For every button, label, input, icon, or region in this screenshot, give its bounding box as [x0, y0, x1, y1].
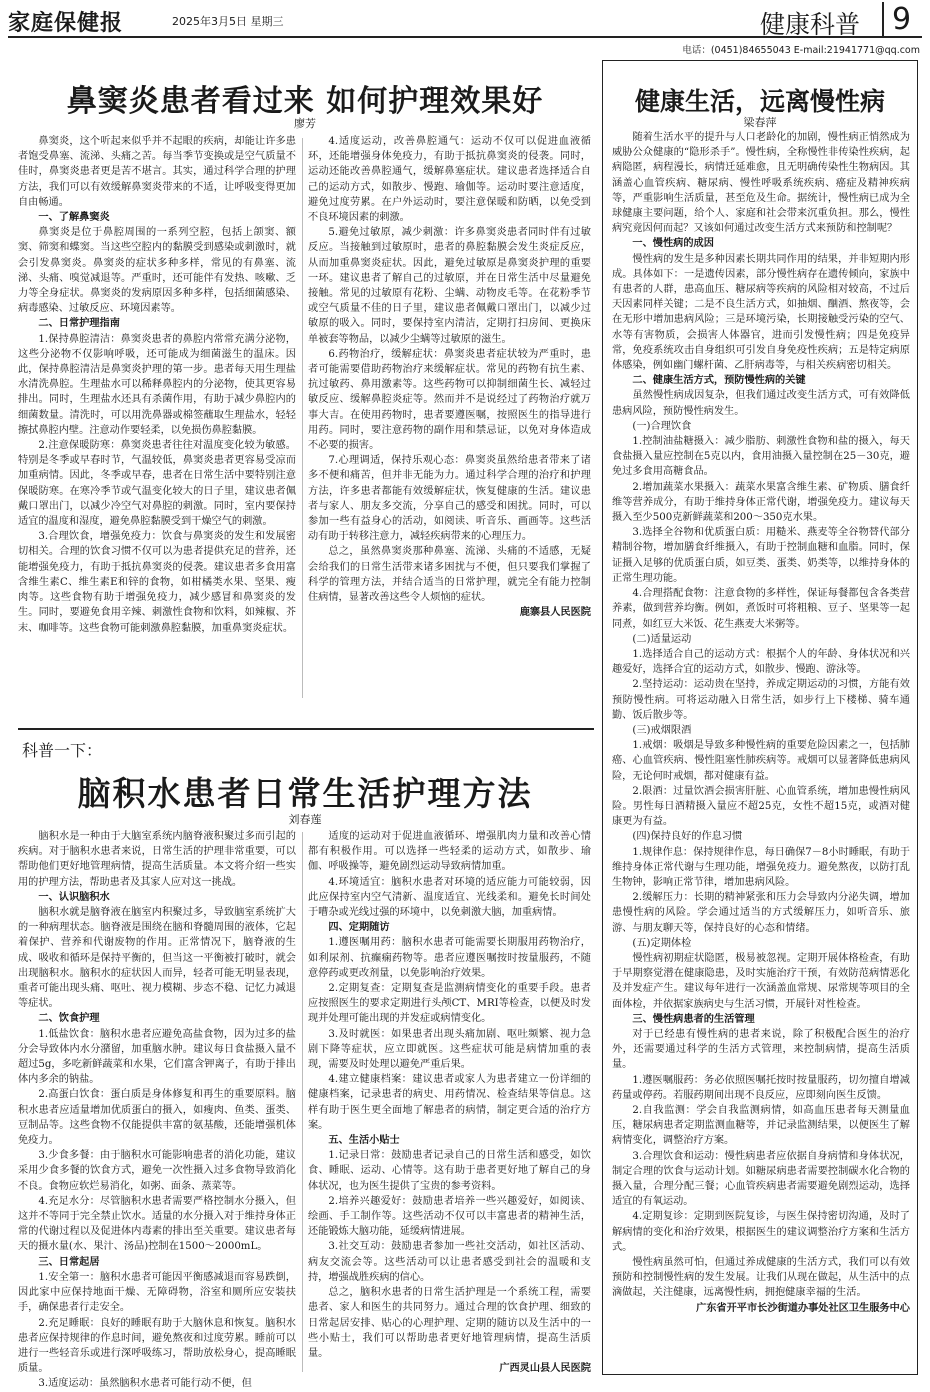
sub-heading: (五)定期体检 [632, 937, 692, 949]
paragraph: 1.安全第一：脑积水患者可能因平衡感减退而容易跌倒，因此家中应保持地面干燥、无障碍物，浴室和厕所应安装扶手，确保患者行走安全。 [18, 1271, 296, 1314]
paragraph: 总之，虽然鼻窦炎那种鼻塞、流涕、头痛的不适感，无疑会给我们的日常生活带来诸多困扰与不便，但只要我们掌握了科学的管理方法，并结合适当的日常护理，就完全有能力控制住病情，显著改善这些令人烦恼的症状。 [308, 546, 591, 604]
section-heading: 二、健康生活方式，预防慢性病的关键 [632, 374, 806, 387]
author-affiliation: 广东省开平市长沙街道办事处社区卫生服务中心 [696, 1302, 910, 1314]
page-number: 9 [882, 2, 911, 38]
paragraph: 4.定期复诊：定期到医院复诊，与医生保持密切沟通，及时了解病情的变化和治疗效果，根据医生的建议调整治疗方案和生活方式。 [612, 1211, 910, 1253]
paragraph: 鼻窦炎，这个听起来似乎并不起眼的疾病，却能让许多患者饱受鼻塞、流涕、头痛之苦。每当季节变换或是空气质量不佳时，鼻窦炎患者更是苦不堪言。其实，通过科学合理的护理方法，我们可以有效缓解鼻窦炎带来的不适，让呼吸变得更加自由畅通。 [18, 136, 296, 208]
sub-heading: (二)适量运动 [632, 633, 692, 645]
paragraph: 2.充足睡眠：良好的睡眠有助于大脑休息和恢复。脑积水患者应保持规律的作息时间，避免熬夜和过度劳累。睡前可以进行一些轻音乐或进行深呼吸练习，帮助放松身心，提高睡眠质量。 [18, 1317, 296, 1375]
paragraph: 1.低盐饮食：脑积水患者应避免高盐食物，因为过多的盐分会导致体内水分潴留，加重脑水肿。建议每日食盐摄入量不超过5g，多吃新鲜蔬菜和水果，它们富含钾离子，有助于排出体内多余的钠盐。 [18, 1028, 296, 1086]
sub-heading: (三)戒烟限酒 [632, 724, 692, 736]
paragraph: 2.注意保暖防寒：鼻窦炎患者往往对温度变化较为敏感。特别是冬季或早春时节，气温较低，鼻窦炎患者更容易受凉而加重病情。因此，冬季或早春，患者在日常生活中要特别注意保暖防寒。在寒冷季节或气温变化较大的日子里，建议患者佩戴口罩出门，以减少冷空气对鼻腔的刺激。同时，室内要保持适宜的温度和湿度，避免鼻腔黏膜受到干燥空气的刺激。 [18, 440, 296, 528]
section-heading: 二、饮食护理 [38, 1012, 100, 1025]
paragraph: 4.环境适宜：脑积水患者对环境的适应能力可能较弱，因此应保持室内空气清新、温度适宜、光线柔和。避免长时间处于嘈杂或光线过强的环境中，以免刺激大脑，加重病情。 [308, 876, 591, 919]
paragraph: 脑积水就是脑脊液在脑室内积聚过多，导致脑室系统扩大的一种病理状态。脑脊液是围绕在脑和脊髓周围的液体，它起着保护、营养和代谢废物的作用。正常情况下，脑脊液的生成、吸收和循环是保持平衡的，但当这一平衡被打破时，就会出现脑积水。脑积水的症状因人而异，轻者可能无明显表现，重者可能出现头痛、呕吐、视力模糊、步态不稳、记忆力减退等症状。 [18, 907, 296, 1010]
section-heading: 三、日常起居 [38, 1255, 100, 1268]
sub-heading: (一)合理饮食 [632, 420, 692, 432]
paragraph: 4.适度运动，改善鼻腔通气：运动不仅可以促进血液循环，还能增强身体免疫力，有助于抵抗鼻窦炎的侵袭。同时，运动还能改善鼻腔通气，缓解鼻塞症状。建议患者选择适合自己的运动方式，如散步、慢跑、瑜伽等。运动时要注意适度，避免过度劳累。在户外运动时，要注意保暖和防晒，以免受到不良环境因素的刺激。 [308, 136, 591, 224]
article-column-chronic-disease [612, 130, 910, 1368]
paragraph: 4.建立健康档案：建议患者或家人为患者建立一份详细的健康档案，记录患者的病史、用药情况、检查结果等信息。这样有助于医生更全面地了解患者的病情，制定更合适的治疗方案。 [308, 1074, 591, 1131]
paragraph: 1.规律作息：保持规律作息，每日确保7－8小时睡眠，有助于维持身体正常代谢与生理功能，增强免疫力。避免熬夜，以防打乱生物钟，影响正常节律，增加患病风险。 [612, 846, 910, 888]
section-heading: 三、慢性病患者的生活管理 [632, 1012, 755, 1025]
paragraph: 适度的运动对于促进血液循环、增强肌肉力量和改善心情都有积极作用。可以选择一些轻柔的运动方式，如散步、瑜伽、呼吸操等，避免剧烈运动导致病情加重。 [308, 831, 591, 873]
paragraph: 2.定期复查：定期复查是监测病情变化的重要手段。患者应按照医生的要求定期进行头颅CT、MRI等检查，以便及时发现并处理可能出现的并发症或病情变化。 [308, 983, 591, 1025]
section-heading: 四、定期随访 [328, 921, 390, 934]
author-affiliation: 广西灵山县人民医院 [499, 1363, 591, 1375]
article-column-sinusitis-2 [308, 134, 591, 702]
paragraph: 6.药物治疗，缓解症状：鼻窦炎患者症状较为严重时，患者可能需要借助药物治疗来缓解症状。常见的药物有抗生素、抗过敏药、鼻用激素等。这些药物可以抑制细菌生长、减轻过敏反应、缓解鼻腔炎症等。然而并不是说经过了药物治疗就万事大吉。在使用药物时，患者要遵医嘱，按照医生的指导进行用药。同时，要注意药物的副作用和禁忌证，以免对身体造成不必要的损害。 [308, 348, 591, 452]
article-column-hydrocephalus-1 [18, 829, 296, 1390]
column-divider [302, 138, 303, 698]
paragraph: 脑积水是一种由于大脑室系统内脑脊液积聚过多而引起的疾病。对于脑积水患者来说，日常生活的护理非常重要，可以帮助他们更好地管理病情，提高生活质量。本文将介绍一些实用的护理方法，帮助患者及其家人应对这一挑战。 [18, 831, 296, 888]
section-heading: 一、慢性病的成因 [632, 237, 714, 250]
article-title-hydrocephalus: 脑积水患者日常生活护理方法 [77, 774, 533, 813]
paragraph: 4.合理搭配食物：注意食物的多样性，保证每餐都包含各类营养素，做到营养均衡。例如，煮饭时可将粗粮、豆子、坚果等一起同煮，如红豆大米饭、花生燕麦大米粥等。 [612, 588, 910, 630]
paper-name: 家庭保健报 [8, 10, 124, 36]
section-heading: 五、生活小贴士 [328, 1134, 400, 1147]
article-column-sinusitis-1 [18, 134, 296, 702]
paragraph: 2.增加蔬菜水果摄入：蔬菜水果富含维生素、矿物质、膳食纤维等营养成分，有助于维持身体正常代谢，增强免疫力。建议每天摄入至少500克新鲜蔬菜和200～350克水果。 [612, 481, 910, 524]
article-kicker: 科普一下： [22, 741, 103, 760]
paragraph: 2.高蛋白饮食：蛋白质是身体修复和再生的重要原料。脑积水患者应适量增加优质蛋白的摄入，如瘦肉、鱼类、蛋类、豆制品等。这些食物不仅能提供丰富的氨基酸，还能增强机体免疫力。 [18, 1089, 296, 1147]
paragraph: 1.保持鼻腔清洁：鼻窦炎患者的鼻腔内常常充满分泌物，这些分泌物不仅影响呼吸，还可能成为细菌滋生的温床。因此，保持鼻腔清洁是鼻窦炎护理的第一步。患者每天用生理盐水清洗鼻腔。生理盐水可以稀释鼻腔内的分泌物，使其更容易排出。同时，生理盐水还具有杀菌作用，有助于减少鼻腔内的细菌数量。清洗时，可以用洗鼻器或棉签蘸取生理盐水，轻轻擦拭鼻腔内壁。注意动作要轻柔，以免损伤鼻腔黏膜。 [18, 333, 296, 436]
paragraph: 3.少食多餐：由于脑积水可能影响患者的消化功能，建议采用少食多餐的饮食方式，避免一次性摄入过多食物导致消化不良。食物应软烂易消化，如粥、面条、蒸菜等。 [18, 1150, 296, 1192]
paragraph: 3.合理饮食，增强免疫力：饮食与鼻窦炎的发生和发展密切相关。合理的饮食习惯不仅可以为患者提供充足的营养，还能增强免疫力，有助于抵抗鼻窦炎的侵袭。建议患者多食用富含维生素C、维生素E和锌的食物，如柑橘类水果、坚果、瘦肉等。这些食物有助于增强免疫力，减少感冒和鼻窦炎的发生。同时，要避免食用辛辣、刺激性食物和饮料，如辣椒、芥末、咖啡等。这些食物可能刺激鼻腔黏膜，加重鼻窦炎症状。 [18, 531, 296, 634]
paragraph: 慢性病初期症状隐匿，极易被忽视。定期开展体格检查，有助于早期察觉潜在健康隐患，及时实施治疗干预，有效防范病情恶化及并发症产生。建议每年进行一次涵盖血常规、尿常规等项目的全面体检，并依据家族病史与生活习惯，开展针对性检查。 [612, 952, 910, 1010]
article-title-chronic-disease: 健康生活，远离慢性病 [634, 87, 885, 116]
issue-date: 2025年3月5日 星期三 [172, 15, 284, 28]
paragraph: 1.记录日常：鼓励患者记录自己的日常生活和感受，如饮食、睡眠、运动、心情等。这有助于患者更好地了解自己的身体状况，也为医生提供了宝贵的参考资料。 [308, 1150, 591, 1192]
paragraph: 慢性病的发生是多种因素长期共同作用的结果，并非短期内形成。具体如下：一是遗传因素，部分慢性病存在遗传倾向，家族中有患者的人群，患高血压、糖尿病等疾病的风险相对较高，不过后天因素同样关键；二是不良生活方式，如抽烟、酗酒、熬夜等，会在无形中增加患病风险；三是环境污染，长期接触受污染的空气、水等有害物质，会损害人体器官，进而引发慢性病；四是免疫异常，免疫系统攻击自身组织可引发自身免疫性疾病；五是特定病原体感染，例如幽门螺杆菌、乙肝病毒等，与相关疾病密切相关。 [612, 253, 910, 372]
paragraph: 5.避免过敏原，减少刺激：许多鼻窦炎患者同时伴有过敏反应。当接触到过敏原时，患者的鼻腔黏膜会发生炎症反应，从而加重鼻窦炎症状。因此，避免过敏原是鼻窦炎护理的重要一环。建议患者了解自己的过敏原，并在日常生活中尽量避免接触。常见的过敏原有花粉、尘螨、动物皮毛等。在花粉季节或空气质量不佳的日子里，建议患者佩戴口罩出门，以减少过敏原的吸入。同时，要保持室内清洁，定期打扫房间、更换床单被套等物品，以减少尘螨等过敏原的滋生。 [308, 227, 591, 345]
paragraph: 随着生活水平的提升与人口老龄化的加剧，慢性病正悄然成为威胁公众健康的“隐形杀手”。慢性病，全称慢性非传染性疾病，起病隐匿，病程漫长，病情迁延难愈，且无明确传染性生物病因。其涵盖心血管疾病、糖尿病、慢性呼吸系统疾病、癌症及精神疾病等，严重影响生活质量，甚至危及生命。据统计，慢性病已成为全球健康主要问题，给个人、家庭和社会带来沉重负担。那么，慢性病究竟因何而起？又该如何通过改变生活方式来预防和控制呢？ [612, 132, 910, 235]
paragraph: 3.适度运动：虽然脑积水患者可能行动不便，但 [38, 1378, 252, 1390]
section-heading: 二、日常护理指南 [38, 317, 120, 330]
section-name: 健康科普 [760, 10, 861, 39]
paragraph: 慢性病虽然可怕，但通过养成健康的生活方式，我们可以有效预防和控制慢性病的发生发展。让我们从现在做起，从生活中的点滴做起，关注健康，远离慢性病，拥抱健康幸福的生活。 [612, 1257, 910, 1299]
paragraph: 3.社交互动：鼓励患者参加一些社交活动，如社区活动、病友交流会等。这些活动可以让患者感受到社会的温暖和支持，增强战胜疾病的信心。 [308, 1241, 591, 1283]
article-author-chronic-disease: 梁春萍 [743, 116, 777, 129]
sub-heading: (四)保持良好的作息习惯 [632, 831, 743, 843]
paragraph: 1.遵医嘱服药：务必依照医嘱托按时按量服药，切勿擅自增减药量或停药。若服药期间出现不良反应，应即刻向医生反馈。 [612, 1074, 910, 1101]
section-heading: 一、了解鼻窦炎 [38, 211, 110, 224]
paragraph: 鼻窦炎是位于鼻腔周围的一系列空腔，包括上颌窦、额窦、筛窦和蝶窦。当这些空腔内的黏膜受到感染或刺激时，就会引发鼻窦炎。鼻窦炎的症状多种多样，常见的有鼻塞、流涕、头痛、嗅觉减退等。严重时，还可能伴有发热、咳嗽、乏力等全身症状。鼻窦炎的发病原因多种多样，包括细菌感染、病毒感染、过敏反应、环境因素等。 [18, 227, 296, 315]
masthead [8, 4, 922, 38]
paragraph: 1.戒烟：吸烟是导致多种慢性病的重要危险因素之一，包括肺癌、心血管疾病、慢性阻塞性肺疾病等。戒烟可以显著降低患病风险，无论何时戒烟，都对健康有益。 [612, 740, 910, 782]
paragraph: 2.培养兴趣爱好：鼓励患者培养一些兴趣爱好，如阅读、绘画、手工制作等。这些活动不仅可以丰富患者的精神生活，还能锻炼大脑功能，延缓病情进展。 [308, 1195, 591, 1238]
paragraph: 3.合理饮食和运动：慢性病患者应依据自身病情和身体状况，制定合理的饮食与运动计划。如糖尿病患者需要控制碳水化合物的摄入量，合理分配三餐；心血管疾病患者需要避免剧烈运动，选择适宜的有氧运动。 [612, 1150, 910, 1208]
article-title-sinusitis: 鼻窦炎患者看过来 如何护理效果好 [66, 84, 544, 119]
paragraph: 1.选择适合自己的运动方式：根据个人的年龄、身体状况和兴趣爱好，选择合宜的运动方式，如散步、慢跑、游泳等。 [612, 648, 910, 676]
paragraph: 7.心理调适，保持乐观心态：鼻窦炎虽然给患者带来了诸多不便和痛苦，但并非无能为力。通过科学合理的治疗和护理方法，许多患者都能有效缓解症状，恢复健康的生活。建议患者与家人、朋友多交流，分享自己的感受和困扰。同时，可以参加一些有益身心的活动，如阅读、听音乐、画画等。这些活动有助于转移注意力，减轻疾病带来的心理压力。 [308, 455, 591, 543]
paragraph: 对于已经患有慢性病的患者来说，除了积极配合医生的治疗外，还需要通过科学的生活方式管理，来控制病情，提高生活质量。 [612, 1028, 910, 1071]
article-author-sinusitis: 廖芳 [294, 117, 316, 130]
paragraph: 1.控制油盐糖摄入：减少脂肪、刺激性食物和盐的摄入，每天食盐摄入量应控制在5克以内，食用油摄入量控制在25－30克，避免过多食用高糖食品。 [612, 436, 910, 478]
paragraph: 总之，脑积水患者的日常生活护理是一个系统工程，需要患者、家人和医生的共同努力。通过合理的饮食护理、细致的日常起居安排、贴心的心理护理、定期的随访以及生活中的一些小贴士，我们可以帮助患者更好地管理病情，提高生活质量。 [308, 1287, 591, 1359]
paragraph: 2.自我监测：学会自我监测病情，如高血压患者每天测量血压，糖尿病患者定期监测血糖等，并记录监测结果，以便医生了解病情变化，调整治疗方案。 [612, 1105, 910, 1147]
paragraph: 1.遵医嘱用药：脑积水患者可能需要长期服用药物治疗，如利尿剂、抗癫痫药物等。患者应遵医嘱按时按量服药，不随意停药或更改剂量，以免影响治疗效果。 [308, 937, 591, 979]
paragraph: 虽然慢性病成因复杂，但我们通过改变生活方式，可有效降低患病风险，预防慢性病发生。 [612, 390, 910, 417]
paragraph: 3.及时就医：如果患者出现头痛加剧、呕吐频繁、视力急剧下降等症状，应立即就医。这些症状可能是病情加重的表现，需要及时处理以避免严重后果。 [308, 1028, 591, 1071]
author-affiliation: 鹿寨县人民医院 [519, 607, 591, 619]
column-divider [302, 832, 303, 1372]
contact-info: 电话：(0451)84655043 E-mail:21941771@qq.com [682, 45, 920, 56]
paragraph: 2.限酒：过量饮酒会损害肝脏、心血管系统，增加患慢性病风险。男性每日酒精摄入量应不超25克，女性不超15克，或酒对健康更为有益。 [612, 785, 910, 828]
paragraph: 2.缓解压力：长期的精神紧张和压力会导致内分泌失调，增加患慢性病的风险。学会通过适当的方式缓解压力，如听音乐、旅游、与朋友聊天等，保持良好的心态和情绪。 [612, 892, 910, 934]
article-divider [18, 728, 594, 730]
article-column-hydrocephalus-2 [308, 829, 591, 1377]
paragraph: 4.充足水分：尽管脑积水患者需要严格控制水分摄入，但这并不等同于完全禁止饮水。适量的水分摄入对于维持身体正常的代谢过程以及促进体内毒素的排出至关重要。建议患者每天的摄水量(水、果汁、汤品)控制在1500～2000mL。 [18, 1195, 296, 1253]
article-author-hydrocephalus: 刘春莲 [288, 813, 322, 826]
section-heading: 一、认识脑积水 [38, 890, 110, 903]
paragraph: 3.选择全谷物和优质蛋白质：用糙米、燕麦等全谷物替代部分精制谷物，增加膳食纤维摄入，有助于控制血糖和血脂。同时，保证摄入足够的优质蛋白质，如豆类、蛋类、奶类等，以维持身体的正常生理功能。 [612, 527, 910, 584]
paragraph: 2.坚持运动：运动贵在坚持，养成定期运动的习惯，方能有效预防慢性病。可将运动融入日常生活，如步行上下楼梯、骑车通勤、饭后散步等。 [612, 679, 910, 721]
